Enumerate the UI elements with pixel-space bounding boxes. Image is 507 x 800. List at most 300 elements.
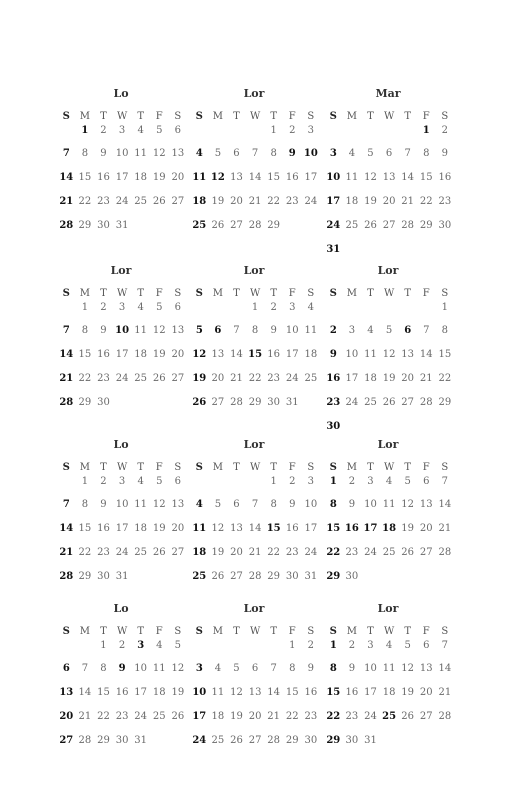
date-cell[interactable]: 22 (438, 373, 452, 384)
date-cell[interactable]: 23 (304, 711, 318, 722)
date-cell[interactable]: 22 (78, 547, 92, 558)
date-cell[interactable]: 31 (115, 571, 129, 582)
date-cell[interactable]: 5 (156, 476, 163, 487)
date-cell[interactable]: 23 (115, 711, 129, 722)
date-cell[interactable]: 14 (230, 349, 243, 360)
date-cell[interactable]: 5 (367, 148, 374, 159)
date-cell[interactable]: 30 (326, 421, 341, 432)
date-cell[interactable]: 5 (214, 148, 222, 159)
date-cell[interactable]: 7 (441, 476, 449, 487)
date-cell[interactable]: 30 (304, 735, 318, 746)
date-cell[interactable]: 22 (97, 711, 110, 722)
date-cell[interactable]: 14 (78, 687, 92, 698)
date-cell[interactable]: 17 (304, 523, 318, 534)
date-cell[interactable]: 26 (152, 373, 166, 384)
date-cell[interactable]: 23 (97, 373, 110, 384)
date-cell[interactable]: 9 (118, 663, 126, 674)
date-cell[interactable]: 26 (211, 220, 225, 231)
date-cell[interactable]: 14 (401, 172, 415, 183)
date-cell[interactable]: 25 (134, 373, 148, 384)
date-cell[interactable]: 5 (195, 325, 203, 336)
date-cell[interactable]: 4 (195, 148, 203, 159)
date-cell[interactable]: 5 (233, 663, 240, 674)
date-cell[interactable]: 28 (59, 397, 74, 408)
date-cell[interactable]: 4 (348, 148, 356, 159)
date-cell[interactable]: 8 (329, 663, 337, 674)
date-cell[interactable]: 27 (211, 397, 225, 408)
date-cell[interactable]: 2 (307, 640, 315, 651)
date-cell[interactable]: 5 (404, 640, 411, 651)
date-cell[interactable]: 28 (438, 711, 452, 722)
date-cell[interactable]: 30 (285, 571, 299, 582)
date-cell[interactable]: 1 (289, 640, 296, 651)
date-cell[interactable]: 12 (364, 172, 377, 183)
date-cell[interactable]: 18 (304, 349, 318, 360)
date-cell[interactable]: 17 (364, 687, 377, 698)
date-cell[interactable]: 20 (171, 523, 185, 534)
date-cell[interactable]: 26 (152, 547, 166, 558)
date-cell[interactable]: 29 (326, 571, 341, 582)
date-cell[interactable]: 16 (344, 523, 359, 534)
date-cell[interactable]: 6 (233, 148, 240, 159)
date-cell[interactable]: 2 (289, 125, 296, 136)
date-cell[interactable]: 28 (419, 397, 433, 408)
date-cell[interactable]: 23 (438, 196, 452, 207)
date-cell[interactable]: 14 (438, 663, 452, 674)
date-cell[interactable]: 25 (152, 711, 166, 722)
date-cell[interactable]: 3 (367, 476, 374, 487)
date-cell[interactable]: 10 (304, 499, 318, 510)
date-cell[interactable]: 22 (267, 196, 281, 207)
date-cell[interactable]: 10 (326, 172, 341, 183)
date-cell[interactable]: 2 (118, 640, 126, 651)
date-cell[interactable]: 28 (78, 735, 92, 746)
date-cell[interactable]: 18 (134, 523, 148, 534)
date-cell[interactable]: 12 (152, 148, 166, 159)
date-cell[interactable]: 5 (156, 302, 163, 313)
date-cell[interactable]: 2 (441, 125, 449, 136)
date-cell[interactable]: 18 (382, 523, 397, 534)
date-cell[interactable]: 12 (401, 663, 415, 674)
date-cell[interactable]: 23 (97, 547, 110, 558)
date-cell[interactable]: 27 (382, 220, 396, 231)
date-cell[interactable]: 4 (137, 302, 144, 313)
date-cell[interactable]: 5 (156, 125, 163, 136)
date-cell[interactable]: 18 (192, 547, 207, 558)
date-cell[interactable]: 18 (364, 373, 377, 384)
date-cell[interactable]: 25 (134, 196, 148, 207)
date-cell[interactable]: 16 (97, 523, 110, 534)
date-cell[interactable]: 31 (285, 397, 299, 408)
date-cell[interactable]: 11 (192, 172, 207, 183)
date-cell[interactable]: 12 (401, 499, 415, 510)
date-cell[interactable]: 15 (78, 523, 92, 534)
date-cell[interactable]: 1 (422, 125, 430, 136)
date-cell[interactable]: 4 (385, 640, 393, 651)
date-cell[interactable]: 1 (329, 476, 337, 487)
date-cell[interactable]: 27 (248, 735, 262, 746)
date-cell[interactable]: 11 (211, 687, 225, 698)
date-cell[interactable]: 10 (115, 148, 129, 159)
date-cell[interactable]: 29 (248, 397, 262, 408)
date-cell[interactable]: 6 (423, 476, 430, 487)
date-cell[interactable]: 13 (230, 523, 243, 534)
date-cell[interactable]: 13 (211, 349, 225, 360)
date-cell[interactable]: 11 (134, 325, 148, 336)
date-cell[interactable]: 13 (401, 349, 415, 360)
date-cell[interactable]: 13 (171, 148, 185, 159)
date-cell[interactable]: 26 (382, 397, 396, 408)
date-cell[interactable]: 29 (267, 220, 281, 231)
date-cell[interactable]: 17 (363, 523, 378, 534)
date-cell[interactable]: 20 (230, 196, 243, 207)
date-cell[interactable]: 14 (59, 523, 74, 534)
date-cell[interactable]: 15 (267, 172, 281, 183)
date-cell[interactable]: 1 (270, 476, 277, 487)
date-cell[interactable]: 20 (419, 687, 433, 698)
date-cell[interactable]: 2 (348, 640, 356, 651)
date-cell[interactable]: 23 (345, 547, 359, 558)
date-cell[interactable]: 2 (100, 125, 107, 136)
date-cell[interactable]: 17 (326, 196, 341, 207)
date-cell[interactable]: 11 (304, 325, 318, 336)
date-cell[interactable]: 1 (81, 302, 89, 313)
date-cell[interactable]: 15 (326, 523, 341, 534)
date-cell[interactable]: 20 (211, 373, 225, 384)
date-cell[interactable]: 26 (211, 571, 225, 582)
date-cell[interactable]: 4 (156, 640, 163, 651)
date-cell[interactable]: 25 (364, 397, 377, 408)
date-cell[interactable]: 13 (419, 499, 433, 510)
date-cell[interactable]: 7 (62, 325, 70, 336)
date-cell[interactable]: 20 (171, 349, 185, 360)
date-cell[interactable]: 3 (118, 302, 126, 313)
date-cell[interactable]: 28 (248, 571, 262, 582)
date-cell[interactable]: 1 (81, 125, 89, 136)
date-cell[interactable]: 22 (248, 373, 262, 384)
date-cell[interactable]: 28 (230, 397, 243, 408)
date-cell[interactable]: 9 (270, 325, 277, 336)
date-cell[interactable]: 14 (59, 172, 74, 183)
date-cell[interactable]: 26 (401, 547, 415, 558)
date-cell[interactable]: 29 (438, 397, 452, 408)
date-cell[interactable]: 13 (171, 325, 185, 336)
date-cell[interactable]: 24 (134, 711, 148, 722)
date-cell[interactable]: 24 (192, 735, 207, 746)
date-cell[interactable]: 6 (233, 499, 240, 510)
date-cell[interactable]: 4 (195, 499, 203, 510)
date-cell[interactable]: 26 (364, 220, 377, 231)
date-cell[interactable]: 8 (251, 325, 259, 336)
date-cell[interactable]: 15 (419, 172, 433, 183)
date-cell[interactable]: 9 (307, 663, 315, 674)
date-cell[interactable]: 11 (382, 499, 396, 510)
date-cell[interactable]: 16 (326, 373, 341, 384)
date-cell[interactable]: 7 (404, 148, 411, 159)
date-cell[interactable]: 11 (192, 523, 207, 534)
date-cell[interactable]: 9 (441, 148, 449, 159)
date-cell[interactable]: 23 (97, 196, 110, 207)
date-cell[interactable]: 28 (267, 735, 281, 746)
date-cell[interactable]: 25 (382, 711, 397, 722)
date-cell[interactable]: 20 (248, 711, 262, 722)
date-cell[interactable]: 17 (115, 349, 129, 360)
date-cell[interactable]: 14 (248, 523, 262, 534)
date-cell[interactable]: 9 (100, 325, 107, 336)
date-cell[interactable]: 24 (285, 373, 299, 384)
date-cell[interactable]: 24 (304, 196, 318, 207)
date-cell[interactable]: 16 (285, 172, 299, 183)
date-cell[interactable]: 2 (348, 476, 356, 487)
date-cell[interactable]: 28 (59, 571, 74, 582)
date-cell[interactable]: 19 (211, 547, 225, 558)
date-cell[interactable]: 8 (100, 663, 107, 674)
date-cell[interactable]: 12 (152, 499, 166, 510)
date-cell[interactable]: 7 (251, 148, 259, 159)
date-cell[interactable]: 2 (270, 302, 277, 313)
date-cell[interactable]: 27 (230, 220, 243, 231)
date-cell[interactable]: 12 (210, 172, 225, 183)
date-cell[interactable]: 29 (285, 735, 299, 746)
date-cell[interactable]: 8 (81, 499, 89, 510)
date-cell[interactable]: 15 (78, 172, 92, 183)
date-cell[interactable]: 22 (267, 547, 281, 558)
date-cell[interactable]: 15 (285, 687, 299, 698)
date-cell[interactable]: 25 (192, 571, 207, 582)
date-cell[interactable]: 15 (266, 523, 281, 534)
date-cell[interactable]: 12 (152, 325, 166, 336)
date-cell[interactable]: 19 (230, 711, 243, 722)
date-cell[interactable]: 19 (152, 523, 166, 534)
date-cell[interactable]: 6 (214, 325, 222, 336)
date-cell[interactable]: 30 (115, 735, 129, 746)
date-cell[interactable]: 8 (329, 499, 337, 510)
date-cell[interactable]: 29 (78, 571, 92, 582)
date-cell[interactable]: 31 (134, 735, 148, 746)
date-cell[interactable]: 18 (345, 196, 359, 207)
date-cell[interactable]: 9 (289, 499, 296, 510)
date-cell[interactable]: 13 (230, 172, 243, 183)
date-cell[interactable]: 31 (304, 571, 318, 582)
date-cell[interactable]: 17 (115, 523, 129, 534)
date-cell[interactable]: 8 (81, 325, 89, 336)
date-cell[interactable]: 10 (364, 663, 377, 674)
date-cell[interactable]: 30 (97, 220, 110, 231)
date-cell[interactable]: 9 (288, 148, 296, 159)
date-cell[interactable]: 25 (382, 547, 396, 558)
date-cell[interactable]: 1 (100, 640, 107, 651)
date-cell[interactable]: 5 (404, 476, 411, 487)
date-cell[interactable]: 29 (326, 735, 341, 746)
date-cell[interactable]: 23 (267, 373, 281, 384)
date-cell[interactable]: 23 (326, 397, 341, 408)
date-cell[interactable]: 3 (137, 640, 145, 651)
date-cell[interactable]: 11 (134, 499, 148, 510)
date-cell[interactable]: 3 (348, 325, 356, 336)
date-cell[interactable]: 24 (345, 397, 359, 408)
date-cell[interactable]: 15 (438, 349, 452, 360)
date-cell[interactable]: 14 (419, 349, 433, 360)
date-cell[interactable]: 20 (59, 711, 74, 722)
date-cell[interactable]: 9 (329, 349, 337, 360)
date-cell[interactable]: 21 (438, 523, 452, 534)
date-cell[interactable]: 24 (115, 373, 129, 384)
date-cell[interactable]: 10 (192, 687, 207, 698)
date-cell[interactable]: 6 (174, 476, 182, 487)
date-cell[interactable]: 6 (423, 640, 430, 651)
date-cell[interactable]: 2 (100, 302, 107, 313)
date-cell[interactable]: 29 (97, 735, 110, 746)
date-cell[interactable]: 14 (59, 349, 74, 360)
date-cell[interactable]: 29 (78, 220, 92, 231)
date-cell[interactable]: 19 (211, 196, 225, 207)
date-cell[interactable]: 10 (285, 325, 299, 336)
date-cell[interactable]: 10 (134, 663, 148, 674)
date-cell[interactable]: 15 (326, 687, 341, 698)
date-cell[interactable]: 18 (211, 711, 225, 722)
date-cell[interactable]: 31 (115, 220, 129, 231)
date-cell[interactable]: 16 (438, 172, 452, 183)
date-cell[interactable]: 19 (364, 196, 377, 207)
date-cell[interactable]: 27 (401, 397, 415, 408)
date-cell[interactable]: 13 (59, 687, 74, 698)
date-cell[interactable]: 6 (62, 663, 70, 674)
date-cell[interactable]: 8 (270, 499, 277, 510)
date-cell[interactable]: 21 (419, 373, 433, 384)
date-cell[interactable]: 23 (345, 711, 359, 722)
date-cell[interactable]: 26 (171, 711, 185, 722)
date-cell[interactable]: 15 (97, 687, 110, 698)
date-cell[interactable]: 27 (419, 711, 433, 722)
date-cell[interactable]: 30 (267, 397, 281, 408)
date-cell[interactable]: 16 (267, 349, 281, 360)
date-cell[interactable]: 28 (438, 547, 452, 558)
date-cell[interactable]: 18 (134, 172, 148, 183)
date-cell[interactable]: 25 (134, 547, 148, 558)
date-cell[interactable]: 20 (171, 172, 185, 183)
date-cell[interactable]: 13 (382, 172, 396, 183)
date-cell[interactable]: 8 (81, 148, 89, 159)
date-cell[interactable]: 3 (118, 476, 126, 487)
date-cell[interactable]: 16 (97, 172, 110, 183)
date-cell[interactable]: 30 (97, 571, 110, 582)
date-cell[interactable]: 2 (329, 325, 337, 336)
date-cell[interactable]: 4 (137, 125, 144, 136)
date-cell[interactable]: 6 (404, 325, 412, 336)
date-cell[interactable]: 23 (285, 547, 299, 558)
date-cell[interactable]: 21 (267, 711, 281, 722)
date-cell[interactable]: 15 (78, 349, 92, 360)
date-cell[interactable]: 18 (152, 687, 166, 698)
date-cell[interactable]: 21 (248, 547, 262, 558)
date-cell[interactable]: 14 (248, 172, 262, 183)
date-cell[interactable]: 6 (385, 148, 393, 159)
date-cell[interactable]: 20 (230, 547, 243, 558)
date-cell[interactable]: 20 (382, 196, 396, 207)
date-cell[interactable]: 16 (97, 349, 110, 360)
date-cell[interactable]: 27 (171, 547, 185, 558)
date-cell[interactable]: 22 (78, 373, 92, 384)
date-cell[interactable]: 17 (115, 172, 129, 183)
date-cell[interactable]: 16 (304, 687, 318, 698)
date-cell[interactable]: 11 (152, 663, 166, 674)
date-cell[interactable]: 26 (192, 397, 207, 408)
date-cell[interactable]: 9 (348, 663, 356, 674)
date-cell[interactable]: 19 (382, 373, 396, 384)
date-cell[interactable]: 11 (382, 663, 396, 674)
date-cell[interactable]: 5 (174, 640, 182, 651)
date-cell[interactable]: 21 (59, 547, 74, 558)
date-cell[interactable]: 30 (97, 397, 110, 408)
date-cell[interactable]: 4 (385, 476, 393, 487)
date-cell[interactable]: 25 (345, 220, 359, 231)
date-cell[interactable]: 6 (251, 663, 259, 674)
date-cell[interactable]: 26 (152, 196, 166, 207)
date-cell[interactable]: 7 (270, 663, 277, 674)
date-cell[interactable]: 21 (230, 373, 243, 384)
date-cell[interactable]: 9 (348, 499, 356, 510)
date-cell[interactable]: 7 (423, 325, 430, 336)
date-cell[interactable]: 24 (364, 547, 377, 558)
date-cell[interactable]: 13 (248, 687, 262, 698)
date-cell[interactable]: 3 (307, 476, 315, 487)
date-cell[interactable]: 3 (195, 663, 203, 674)
date-cell[interactable]: 10 (115, 499, 129, 510)
date-cell[interactable]: 9 (100, 148, 107, 159)
date-cell[interactable]: 1 (81, 476, 89, 487)
date-cell[interactable]: 9 (100, 499, 107, 510)
date-cell[interactable]: 24 (304, 547, 318, 558)
date-cell[interactable]: 30 (345, 571, 359, 582)
date-cell[interactable]: 12 (192, 349, 207, 360)
date-cell[interactable]: 3 (367, 640, 374, 651)
date-cell[interactable]: 20 (401, 373, 415, 384)
date-cell[interactable]: 22 (419, 196, 433, 207)
date-cell[interactable]: 4 (214, 663, 222, 674)
date-cell[interactable]: 3 (289, 302, 296, 313)
date-cell[interactable]: 7 (251, 499, 259, 510)
date-cell[interactable]: 1 (441, 302, 449, 313)
date-cell[interactable]: 10 (115, 325, 130, 336)
date-cell[interactable]: 10 (345, 349, 359, 360)
date-cell[interactable]: 30 (345, 735, 359, 746)
date-cell[interactable]: 18 (192, 196, 207, 207)
date-cell[interactable]: 19 (152, 349, 166, 360)
date-cell[interactable]: 7 (233, 325, 240, 336)
date-cell[interactable]: 11 (345, 172, 359, 183)
date-cell[interactable]: 17 (285, 349, 299, 360)
date-cell[interactable]: 21 (78, 711, 92, 722)
date-cell[interactable]: 27 (171, 196, 185, 207)
date-cell[interactable]: 29 (267, 571, 281, 582)
date-cell[interactable]: 12 (211, 523, 225, 534)
date-cell[interactable]: 30 (438, 220, 452, 231)
date-cell[interactable]: 8 (441, 325, 449, 336)
date-cell[interactable]: 15 (248, 349, 263, 360)
date-cell[interactable]: 21 (248, 196, 262, 207)
date-cell[interactable]: 17 (192, 711, 207, 722)
date-cell[interactable]: 21 (438, 687, 452, 698)
date-cell[interactable]: 24 (115, 196, 129, 207)
date-cell[interactable]: 18 (382, 687, 396, 698)
date-cell[interactable]: 27 (59, 735, 74, 746)
date-cell[interactable]: 17 (304, 172, 318, 183)
date-cell[interactable]: 1 (329, 640, 337, 651)
date-cell[interactable]: 26 (230, 735, 243, 746)
date-cell[interactable]: 12 (230, 687, 243, 698)
date-cell[interactable]: 26 (401, 711, 415, 722)
date-cell[interactable]: 22 (326, 711, 341, 722)
